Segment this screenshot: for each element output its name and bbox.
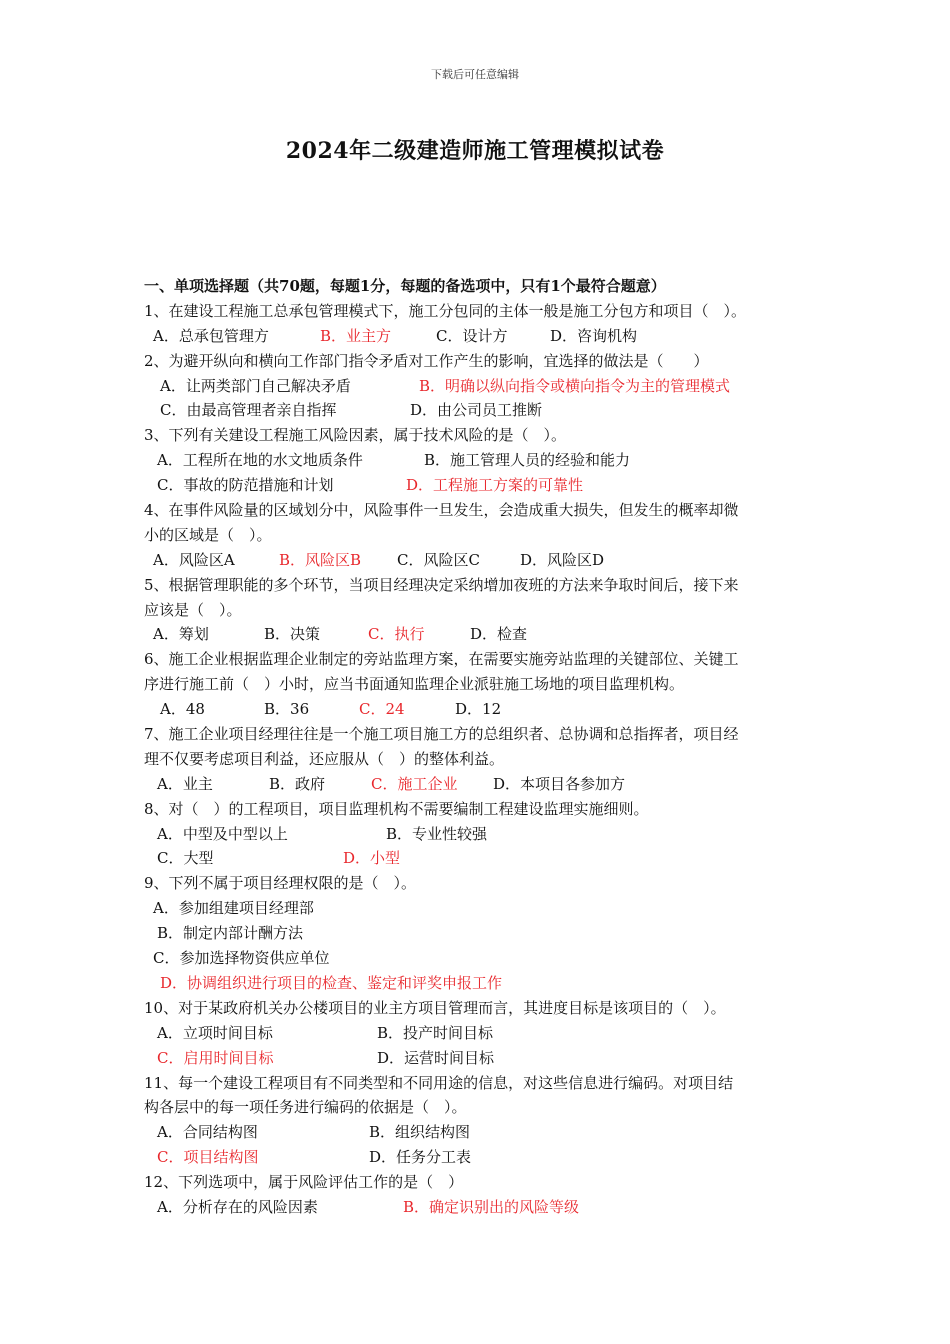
- question-8-stem: 8、对（ ）的工程项目，项目监理机构不需要编制工程建设监理实施细则。: [144, 799, 649, 818]
- exam-content: [144, 274, 816, 1220]
- option-c: C．施工企业: [371, 774, 458, 793]
- option-b: B．明确以纵向指令或横向指令为主的管理模式: [419, 376, 731, 395]
- question-8-options-row2: [144, 846, 816, 871]
- option-a: A．48: [160, 700, 205, 719]
- option-d: D．运营时间目标: [377, 1048, 495, 1067]
- option-a: A．风险区A: [153, 550, 235, 569]
- option-c: C．24: [359, 700, 405, 719]
- question-1-stem: 1、在建设工程施工总承包管理模式下，施工分包同的主体一般是施工分包方和项目（ ）。: [144, 301, 747, 320]
- question-10-stem: 10、对于某政府机关办公楼项目的业主方项目管理而言，其进度目标是该项目的（ ）。: [144, 998, 726, 1017]
- question-2-options-row1: [144, 374, 816, 399]
- question-4-options: [144, 548, 816, 573]
- option-a: A．业主: [157, 774, 213, 793]
- question-7-options: [144, 772, 816, 797]
- question-3-options-row1: [144, 448, 816, 473]
- option-c: C．项目结构图: [157, 1148, 259, 1167]
- option-c: C．启用时间目标: [157, 1048, 274, 1067]
- question-10-options-row2: [144, 1046, 816, 1071]
- option-a: A．立项时间目标: [157, 1023, 273, 1042]
- question-4-stem-line2: 小的区域是（ ）。: [144, 525, 272, 544]
- option-d: D．风险区D: [520, 550, 605, 569]
- question-11-options-row2: [144, 1145, 816, 1170]
- option-d: D．工程施工方案的可靠性: [406, 476, 584, 495]
- question-3-options-row2: [144, 473, 816, 498]
- question-2-options-row2: [144, 398, 816, 423]
- question-1-options: [144, 324, 816, 349]
- question-12-stem: 12、下列选项中，属于风险评估工作的是（ ）: [144, 1173, 464, 1192]
- question-9-option-c: C．参加选择物资供应单位: [153, 949, 330, 968]
- question-11-stem-line2: 构各层中的每一项任务进行编码的依据是（ ）。: [144, 1098, 467, 1117]
- question-9-option-b: B．制定内部计酬方法: [157, 924, 304, 943]
- option-c: C．由最高管理者亲自指挥: [160, 401, 337, 420]
- option-a: A．工程所在地的水文地质条件: [157, 451, 363, 470]
- option-d: D．检查: [470, 625, 528, 644]
- option-a: A．筹划: [153, 625, 209, 644]
- option-c: C．执行: [368, 625, 425, 644]
- question-5-stem-line2: 应该是（ ）。: [144, 600, 242, 619]
- option-b: B．风险区B: [279, 550, 362, 569]
- option-d: D．咨询机构: [550, 326, 638, 345]
- option-a: A．分析存在的风险因素: [157, 1197, 318, 1216]
- question-7-stem-line2: 理不仅要考虑项目利益，还应服从（ ）的整体利益。: [144, 749, 505, 768]
- option-c: C．设计方: [436, 326, 508, 345]
- option-a: A．让两类部门自己解决矛盾: [160, 376, 351, 395]
- option-b: B．确定识别出的风险等级: [403, 1197, 580, 1216]
- question-2-stem: 2、为避开纵向和横向工作部门指令矛盾对工作产生的影响，宜选择的做法是（ ）: [144, 351, 709, 370]
- question-11-stem-line1: 11、每一个建设工程项目有不同类型和不同用途的信息，对这些信息进行编码。对项目结: [144, 1073, 734, 1092]
- question-9-option-d: D．协调组织进行项目的检查、鉴定和评奖申报工作: [160, 973, 503, 992]
- question-6-stem-line1: 6、施工企业根据监理企业制定的旁站监理方案，在需要实施旁站监理的关键部位、关键工: [144, 650, 739, 669]
- section-heading: 一、单项选择题（共70题，每题1分，每题的备选项中，只有1个最符合题意）: [144, 277, 666, 295]
- option-b: B．36: [264, 700, 310, 719]
- question-4-stem-line1: 4、在事件风险量的区域划分中，风险事件一旦发生，会造成重大损失，但发生的概率却微: [144, 501, 739, 520]
- question-5-options: [144, 622, 816, 647]
- option-b: B．决策: [264, 625, 321, 644]
- option-b: B．施工管理人员的经验和能力: [424, 451, 631, 470]
- question-10-options-row1: [144, 1021, 816, 1046]
- option-b: B．政府: [269, 774, 326, 793]
- question-6-options: [144, 697, 816, 722]
- option-c: C．大型: [157, 849, 214, 868]
- option-b: B．投产时间目标: [377, 1023, 494, 1042]
- question-12-options: [144, 1195, 816, 1220]
- document-title: 2024年二级建造师施工管理模拟试卷: [285, 138, 665, 164]
- option-d: D．小型: [343, 849, 401, 868]
- option-a: A．总承包管理方: [153, 326, 269, 345]
- option-d: D．任务分工表: [369, 1148, 472, 1167]
- question-9-stem: 9、下列不属于项目经理权限的是（ ）。: [144, 874, 417, 893]
- question-7-stem-line1: 7、施工企业项目经理往往是一个施工项目施工方的总组织者、总协调和总指挥者，项目经: [144, 725, 739, 744]
- question-11-options-row1: [144, 1120, 816, 1145]
- option-a: A．合同结构图: [157, 1123, 258, 1142]
- option-c: C．事故的防范措施和计划: [157, 476, 334, 495]
- question-3-stem: 3、下列有关建设工程施工风险因素，属于技术风险的是（ ）。: [144, 426, 567, 445]
- option-c: C．风险区C: [397, 550, 480, 569]
- option-b: B．组织结构图: [369, 1123, 471, 1142]
- option-d: D．本项目各参加方: [493, 774, 626, 793]
- question-5-stem-line1: 5、根据管理职能的多个环节，当项目经理决定采纳增加夜班的方法来争取时间后，接下来: [144, 575, 739, 594]
- option-d: D．12: [455, 700, 502, 719]
- page-header: 下载后可任意编辑: [431, 68, 519, 81]
- option-b: B．业主方: [320, 326, 392, 345]
- option-d: D．由公司员工推断: [410, 401, 543, 420]
- question-6-stem-line2: 序进行施工前（ ）小时，应当书面通知监理企业派驻施工场地的项目监理机构。: [144, 675, 685, 694]
- question-9-option-a: A．参加组建项目经理部: [153, 899, 314, 918]
- option-b: B．专业性较强: [386, 824, 488, 843]
- question-8-options-row1: [144, 822, 816, 847]
- option-a: A．中型及中型以上: [157, 824, 288, 843]
